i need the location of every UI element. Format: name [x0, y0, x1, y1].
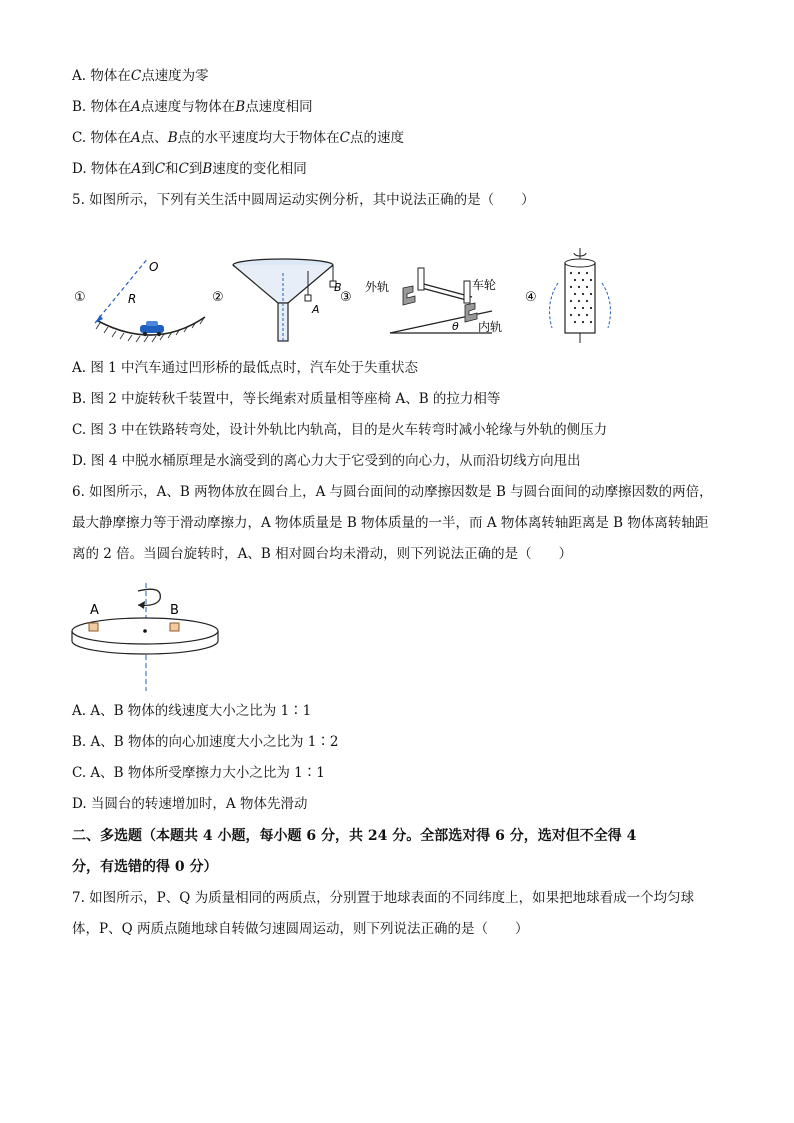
q6-option-d: D. 当圆台的转速增加时，A 物体先滑动: [72, 796, 308, 812]
q5-option-b: B. 图 2 中旋转秋千装置中，等长绳索对质量相等座椅 A、B 的拉力相等: [72, 391, 501, 407]
q5-figure: [60, 243, 620, 352]
q7-stem-line-1: 7. 如图所示，P、Q 为质量相同的两质点，分别置于地球表面的不同纬度上，如果把地球看成一个均匀球: [72, 890, 695, 906]
section-2-heading-line-1: 二、多选题（本题共 4 小题，每小题 6 分，共 24 分。全部选对得 6 分，选对但不全得 4: [72, 828, 637, 844]
svg-text:A: A: [90, 603, 99, 618]
svg-text:③: ③: [340, 290, 352, 305]
svg-text:车轮: 车轮: [472, 278, 497, 292]
q4-option-d: D. 物体在A到C和C到B速度的变化相同: [72, 161, 307, 177]
svg-text:R: R: [128, 292, 137, 306]
q4-option-c: C. 物体在A点、B点的水平速度均大于物体在C点的速度: [72, 130, 404, 146]
svg-text:内轨: 内轨: [478, 320, 503, 334]
svg-text:B: B: [334, 281, 342, 294]
svg-text:B: B: [170, 603, 179, 618]
q4-option-b: B. 物体在A点速度与物体在B点速度相同: [72, 99, 313, 115]
svg-text:外轨: 外轨: [365, 280, 390, 294]
q6-option-c: C. A、B 物体所受摩擦力大小之比为 1∶1: [72, 765, 325, 781]
q6-figure-turntable: [68, 583, 228, 697]
svg-text:O: O: [149, 260, 159, 274]
figure-4-spin-dryer: [525, 248, 610, 343]
q5-option-d: D. 图 4 中脱水桶原理是水滴受到的离心力大于它受到的向心力，从而沿切线方向甩出: [72, 453, 581, 469]
q6-option-a: A. A、B 物体的线速度大小之比为 1∶1: [72, 703, 312, 719]
figure-3-railway-curve: [340, 268, 502, 334]
q6-stem-line-3: 离的 2 倍。当圆台旋转时，A、B 相对圆台均未滑动，则下列说法正确的是（ ）: [72, 546, 573, 562]
svg-text:①: ①: [74, 290, 86, 305]
svg-text:θ: θ: [452, 320, 459, 333]
svg-text:④: ④: [525, 290, 537, 305]
q4-option-a: A. 物体在C点速度为零: [72, 68, 209, 84]
q5-stem: 5. 如图所示，下列有关生活中圆周运动实例分析，其中说法正确的是（ ）: [72, 192, 535, 208]
figure-1-concave-bridge: [74, 258, 205, 342]
q6-option-b: B. A、B 物体的向心加速度大小之比为 1∶2: [72, 734, 339, 750]
q6-stem-line-1: 6. 如图所示，A、B 两物体放在圆台上，A 与圆台面间的动摩擦因数是 B 与圆台面间的动摩擦因数的两倍，: [72, 484, 713, 500]
q5-option-a: A. 图 1 中汽车通过凹形桥的最低点时，汽车处于失重状态: [72, 360, 419, 376]
q5-option-c: C. 图 3 中在铁路转弯处，设计外轨比内轨高，目的是火车转弯时减小轮缘与外轨的侧压力: [72, 422, 608, 438]
q6-stem-line-2: 最大静摩擦力等于滑动摩擦力，A 物体质量是 B 物体质量的一半，而 A 物体离转轴距离是 B 物体离转轴距: [72, 515, 709, 531]
svg-text:A: A: [312, 303, 320, 316]
section-2-heading-line-2: 分，有选错的得 0 分）: [72, 859, 218, 875]
svg-text:②: ②: [212, 290, 224, 305]
figure-2-rotating-swing: [212, 259, 342, 341]
q7-stem-line-2: 体，P、Q 两质点随地球自转做匀速圆周运动，则下列说法正确的是（ ）: [72, 921, 529, 937]
